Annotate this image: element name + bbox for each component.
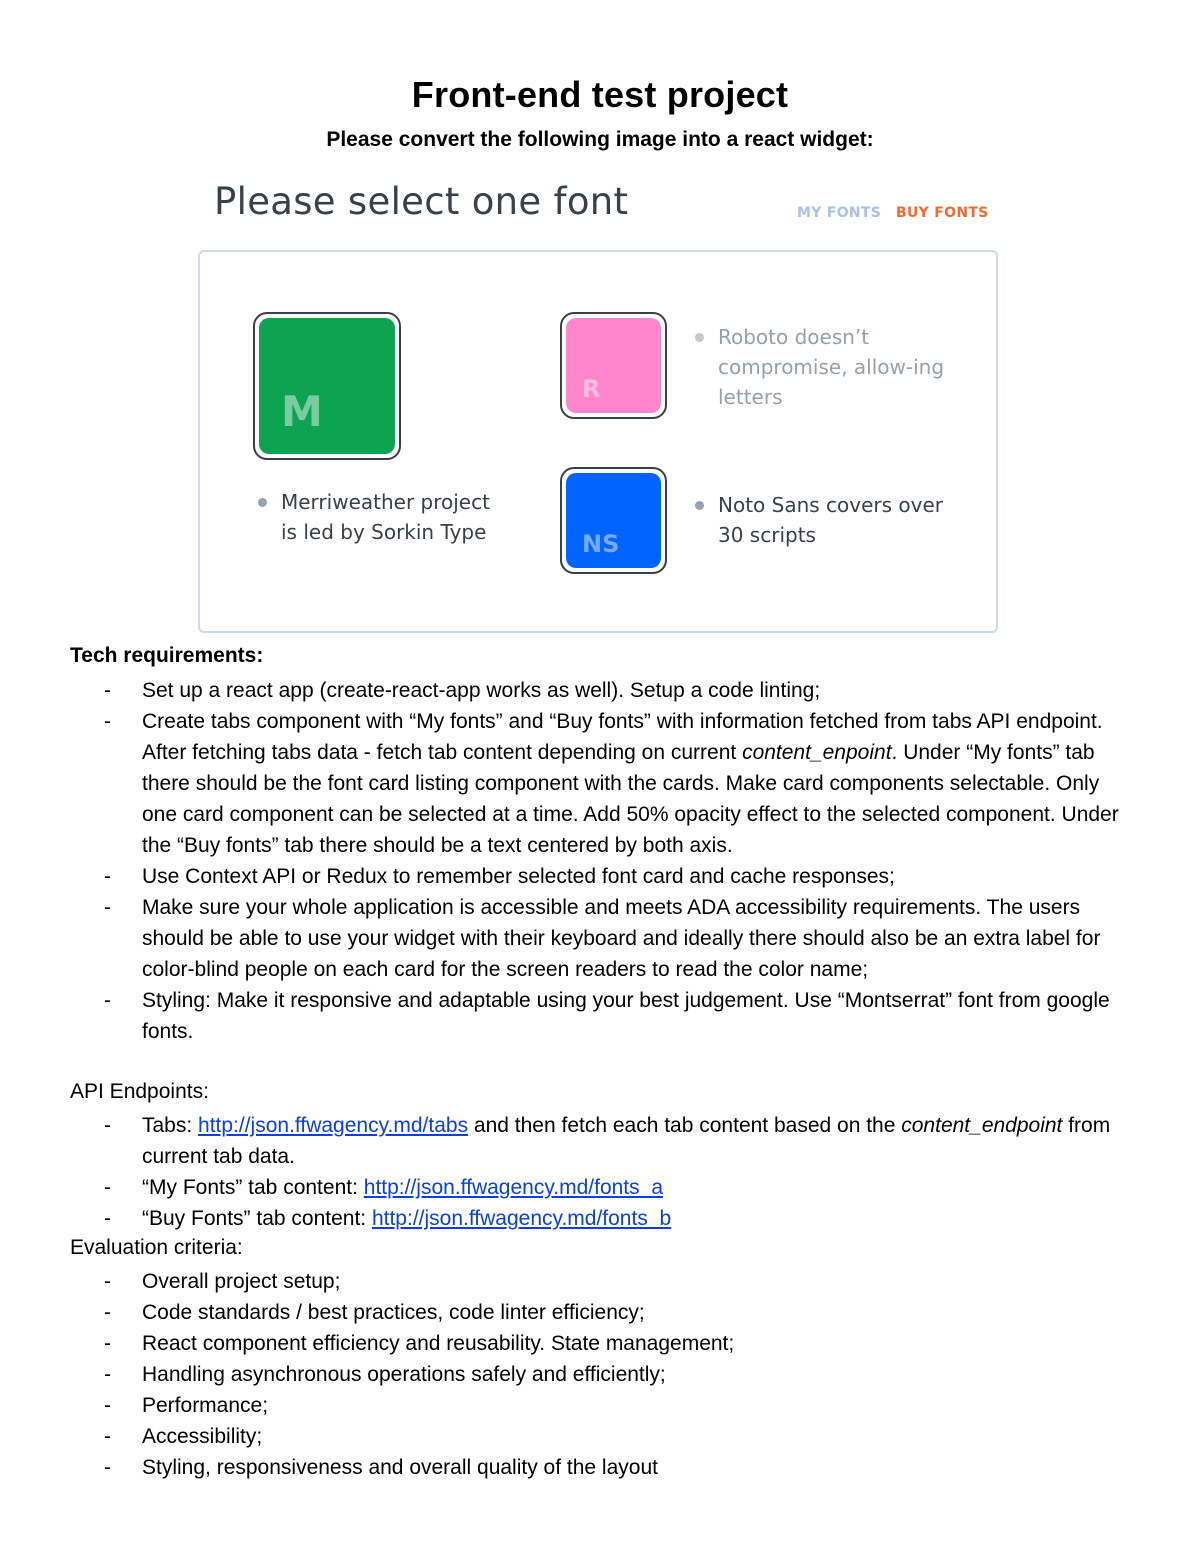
description-text: Merriweather project is led by Sorkin Type	[281, 490, 490, 544]
list-item: - Tabs: http://json.ffwagency.md/tabs and then fetch each tab content based on the content_endpoint from current tab data.	[104, 1110, 1134, 1172]
font-card-description	[718, 490, 958, 550]
list-item: - “Buy Fonts” tab content: http://json.ffwagency.md/fonts_b	[104, 1203, 1134, 1234]
list-item: - Styling, responsiveness and overall quality of the layout	[104, 1452, 1134, 1483]
font-card-swatch	[566, 473, 661, 568]
description-text: Noto Sans covers over 30 scripts	[718, 493, 944, 547]
list-item: - Overall project setup;	[104, 1266, 1134, 1297]
font-card-abbr: R	[582, 375, 601, 403]
list-item: - React component efficiency and reusability. State management;	[104, 1328, 1134, 1359]
list-item: - Create tabs component with “My fonts” and “Buy fonts” with information fetched from tabs API endpoint. After fetching tabs data - fetch tab content depending on current content_enpoint. Under “My fonts” tab there should be the font card listing component with the cards. Make card components selectable. Only one card component can be selected at a time. Add 50% opacity effect to the selected component. Under the “Buy fonts” tab there should be a text centered by both axis.	[104, 706, 1134, 861]
list-item: - Set up a react app (create-react-app works as well). Setup a code linting;	[104, 675, 1134, 706]
description-text: Roboto doesn’t compromise, allow-ing letters	[718, 325, 945, 409]
tab-my-fonts[interactable]: MY FONTS	[797, 205, 882, 221]
bullet-dot-icon	[695, 501, 704, 510]
list-item: - Accessibility;	[104, 1421, 1134, 1452]
font-card-swatch	[259, 318, 395, 454]
list-item: - Styling: Make it responsive and adaptable using your best judgement. Use “Montserrat” font from google fonts.	[104, 985, 1134, 1047]
font-card-abbr: NS	[582, 530, 620, 558]
font-card-swatch	[566, 318, 661, 413]
api-endpoints-list	[104, 1110, 1134, 1234]
api-endpoints-heading: API Endpoints:	[70, 1080, 209, 1103]
font-card-abbr: M	[281, 387, 323, 436]
list-item: - Make sure your whole application is accessible and meets ADA accessibility requirements. The users should be able to use your widget with their keyboard and ideally there should also be an extra label for color-blind people on each card for the screen readers to read the color name;	[104, 892, 1134, 985]
font-card-merriweather[interactable]	[253, 312, 401, 460]
evaluation-heading: Evaluation criteria:	[70, 1236, 243, 1259]
page-title: Front-end test project	[411, 74, 789, 115]
list-item: - “My Fonts” tab content: http://json.ffwagency.md/fonts_a	[104, 1172, 1134, 1203]
tech-requirements-list	[104, 675, 1134, 1047]
list-item: - Use Context API or Redux to remember selected font card and cache responses;	[104, 861, 1134, 892]
list-item: - Performance;	[104, 1390, 1134, 1421]
font-card-roboto[interactable]	[560, 312, 667, 419]
evaluation-list	[104, 1266, 1134, 1483]
tabs-endpoint-link[interactable]: http://json.ffwagency.md/tabs	[198, 1114, 469, 1137]
font-card-noto-sans[interactable]	[560, 467, 667, 574]
bullet-dot-icon	[695, 333, 704, 342]
list-item: - Code standards / best practices, code linter efficiency;	[104, 1297, 1134, 1328]
fonts-b-endpoint-link[interactable]: http://json.ffwagency.md/fonts_b	[371, 1207, 672, 1230]
tech-requirements-heading: Tech requirements:	[70, 644, 264, 667]
page-subtitle: Please convert the following image into a react widget:	[326, 128, 874, 151]
list-item: - Handling asynchronous operations safely and efficiently;	[104, 1359, 1134, 1390]
mockup-heading: Please select one font	[214, 180, 629, 223]
fonts-a-endpoint-link[interactable]: http://json.ffwagency.md/fonts_a	[363, 1176, 663, 1199]
bullet-dot-icon	[258, 498, 267, 507]
font-card-description	[718, 322, 958, 412]
tab-buy-fonts[interactable]: BUY FONTS	[896, 205, 989, 221]
font-card-description	[281, 487, 511, 547]
